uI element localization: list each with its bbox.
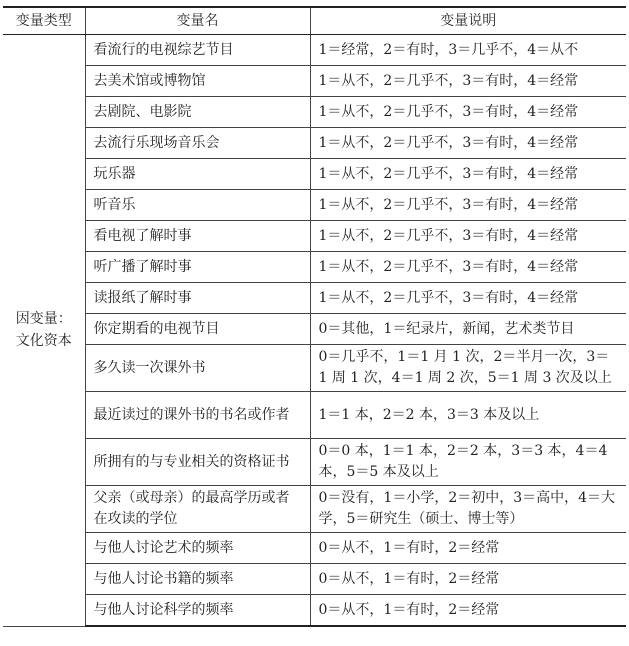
variable-description: 0＝几乎不，1＝1 月 1 次，2＝半月一次，3＝1 周 1 次，4＝1 周 2 次，5＝1 周 3 次及以上 — [310, 345, 626, 392]
header-variable-description: 变量说明 — [310, 7, 626, 35]
variable-name: 去美术馆或博物馆 — [85, 66, 310, 97]
category-line: 文化资本 — [15, 333, 72, 350]
table-row — [3, 190, 626, 221]
table-row — [3, 345, 626, 392]
variable-description: 0＝从不，1＝有时，2＝经常 — [310, 533, 626, 564]
variable-table — [3, 6, 626, 627]
variable-description: 0＝没有，1＝小学，2＝初中，3＝高中，4＝大学，5＝研究生（硕士、博士等） — [310, 486, 626, 533]
table-row — [3, 221, 626, 252]
variable-name: 看电视了解时事 — [85, 221, 310, 252]
variable-description: 1＝从不，2＝几乎不，3＝有时，4＝经常 — [310, 252, 626, 283]
variable-name: 最近读过的课外书的书名或作者 — [85, 392, 310, 439]
table-row — [3, 35, 626, 66]
variable-description: 1＝从不，2＝几乎不，3＝有时，4＝经常 — [310, 66, 626, 97]
variable-description: 0＝0 本，1＝1 本，2＝2 本，3＝3 本，4＝4 本，5＝5 本及以上 — [310, 439, 626, 486]
variable-description: 1＝从不，2＝几乎不，3＝有时，4＝经常 — [310, 283, 626, 314]
table-row — [3, 314, 626, 345]
variable-description: 1＝从不，2＝几乎不，3＝有时，4＝经常 — [310, 97, 626, 128]
table-row — [3, 595, 626, 627]
category-cell — [3, 35, 85, 627]
table-row — [3, 159, 626, 190]
variable-description: 1＝从不，2＝几乎不，3＝有时，4＝经常 — [310, 190, 626, 221]
table-row — [3, 128, 626, 159]
variable-description: 0＝其他，1＝纪录片，新闻，艺术类节目 — [310, 314, 626, 345]
header-variable-name: 变量名 — [85, 7, 310, 35]
variable-name: 与他人讨论书籍的频率 — [85, 564, 310, 595]
variable-description: 1＝从不，2＝几乎不，3＝有时，4＝经常 — [310, 221, 626, 252]
header-variable-type: 变量类型 — [3, 7, 85, 35]
table-row — [3, 97, 626, 128]
variable-name: 与他人讨论艺术的频率 — [85, 533, 310, 564]
variable-name: 听广播了解时事 — [85, 252, 310, 283]
variable-description: 1＝经常，2＝有时，3＝几乎不，4＝从不 — [310, 35, 626, 66]
header-row — [3, 7, 626, 35]
variable-name: 所拥有的与专业相关的资格证书 — [85, 439, 310, 486]
variable-name: 与他人讨论科学的频率 — [85, 595, 310, 627]
table-row — [3, 392, 626, 439]
variable-name: 看流行的电视综艺节目 — [85, 35, 310, 66]
variable-name: 父亲（或母亲）的最高学历或者在攻读的学位 — [85, 486, 310, 533]
table-row — [3, 283, 626, 314]
variable-name: 多久读一次课外书 — [85, 345, 310, 392]
table-row — [3, 252, 626, 283]
table-row — [3, 486, 626, 533]
variable-description: 0＝从不，1＝有时，2＝经常 — [310, 595, 626, 627]
variable-description: 1＝从不，2＝几乎不，3＝有时，4＝经常 — [310, 159, 626, 190]
table-row — [3, 533, 626, 564]
variable-description: 0＝从不，1＝有时，2＝经常 — [310, 564, 626, 595]
variable-description: 1＝1 本，2＝2 本，3＝3 本及以上 — [310, 392, 626, 439]
variable-name: 去流行乐现场音乐会 — [85, 128, 310, 159]
variable-name: 你定期看的电视节目 — [85, 314, 310, 345]
category-line: 因变量： — [15, 311, 72, 328]
variable-name: 玩乐器 — [85, 159, 310, 190]
table-row — [3, 439, 626, 486]
variable-description: 1＝从不，2＝几乎不，3＝有时，4＝经常 — [310, 128, 626, 159]
variable-name: 听音乐 — [85, 190, 310, 221]
table-row — [3, 66, 626, 97]
variable-name: 读报纸了解时事 — [85, 283, 310, 314]
table-row — [3, 564, 626, 595]
variable-name: 去剧院、电影院 — [85, 97, 310, 128]
